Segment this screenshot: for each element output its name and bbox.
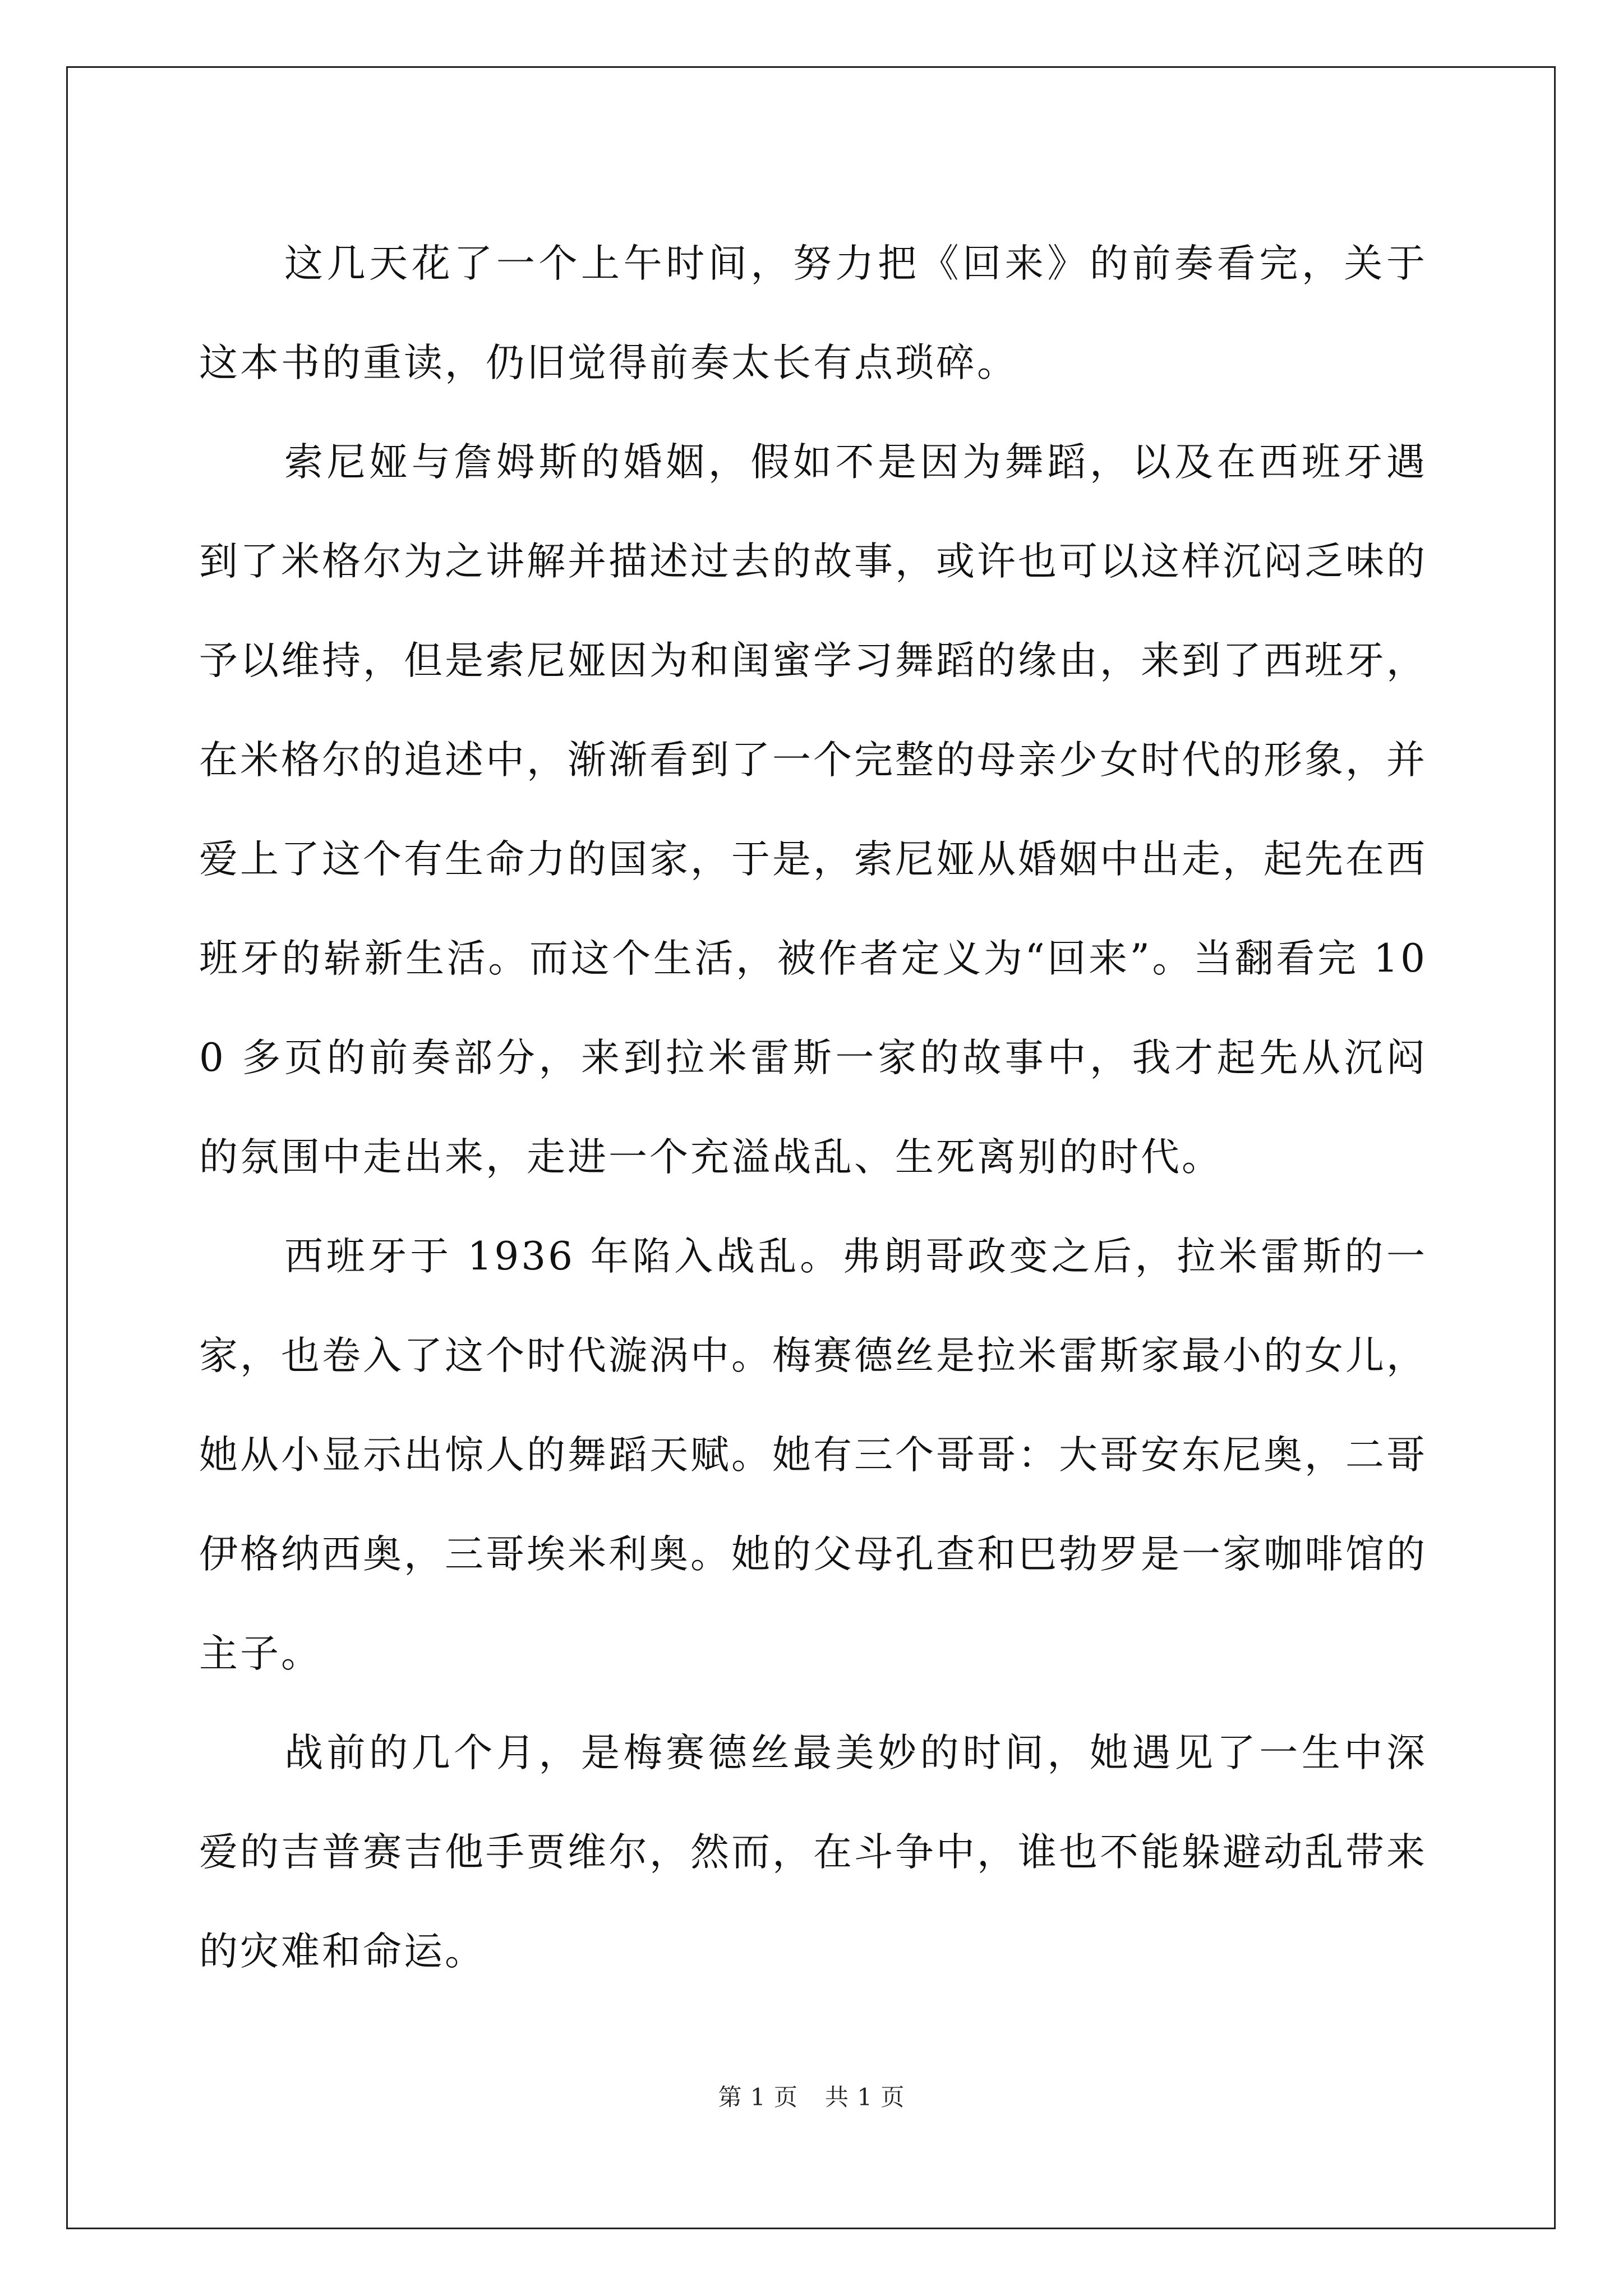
paragraph-3: 西班牙于 1936 年陷入战乱。弗朗哥政变之后，拉米雷斯的一家，也卷入了这个时代漩涡中。梅赛德丝是拉米雷斯家最小的女儿，她从小显示出惊人的舞蹈天赋。她有三个哥哥：大哥安东尼奥，二哥伊格纳西奥，三哥埃米利奥。她的父母孔查和巴勃罗是一家咖啡馆的主子。 bbox=[199, 1234, 1427, 1676]
document-body bbox=[199, 214, 1427, 2001]
page-total: 共 1 页 bbox=[825, 2083, 905, 2111]
paragraph-1: 这几天花了一个上午时间，努力把《回来》的前奏看完，关于这本书的重读，仍旧觉得前奏太长有点琐碎。 bbox=[199, 241, 1427, 385]
paragraph-4: 战前的几个月，是梅赛德丝最美妙的时间，她遇见了一生中深爱的吉普赛吉他手贾维尔，然而，在斗争中，谁也不能躲避动乱带来的灾难和命运。 bbox=[199, 1731, 1427, 1974]
page-footer bbox=[0, 2079, 1623, 2113]
paragraph-2: 索尼娅与詹姆斯的婚姻，假如不是因为舞蹈，以及在西班牙遇到了米格尔为之讲解并描述过去的故事，或许也可以这样沉闷乏味的予以维持，但是索尼娅因为和闺蜜学习舞蹈的缘由，来到了西班牙，在米格尔的追述中，渐渐看到了一个完整的母亲少女时代的形象，并爱上了这个有生命力的国家，于是，索尼娅从婚姻中出走，起先在西班牙的崭新生活。而这个生活，被作者定义为“回来”。当翻看完 100 多页的前奏部分，来到拉米雷斯一家的故事中，我才起先从沉闷的氛围中走出来，走进一个充溢战乱、生死离别的时代。 bbox=[199, 440, 1427, 1180]
page-number: 第 1 页 bbox=[718, 2083, 798, 2111]
